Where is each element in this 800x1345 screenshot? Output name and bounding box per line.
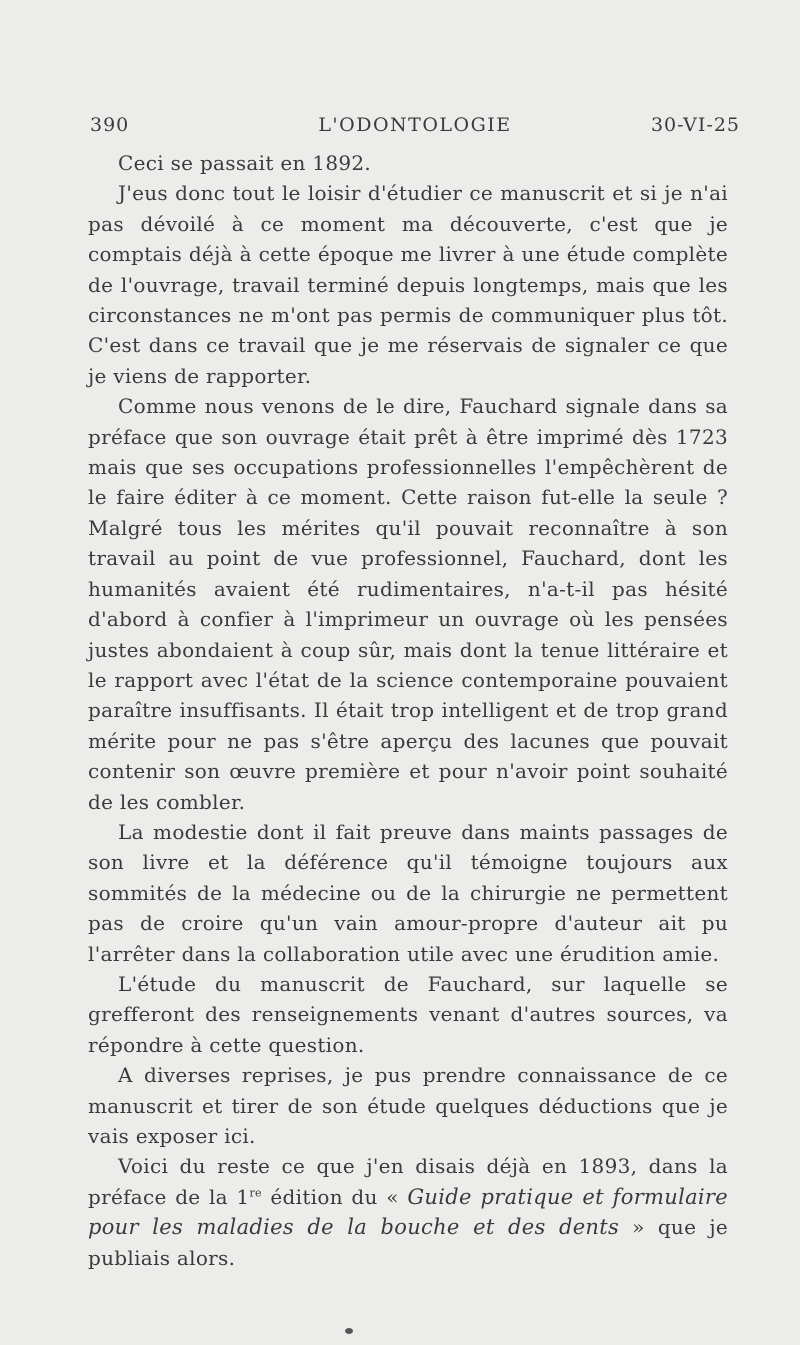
- ink-mark: [345, 1328, 353, 1334]
- paragraph-7: [88, 1151, 728, 1273]
- paragraph-4: La modestie dont il fait preuve dans maints passages de son livre et la déférence qu'il témoigne toujours aux sommités de la médecine ou de la chirurgie ne permettent pas de croire qu'un vain amour-propre d'auteur ait pu l'arrêter dans la collaboration utile avec une érudition amie.: [88, 819, 728, 966]
- journal-title: L'ODONTOLOGIE: [318, 114, 512, 136]
- paragraph-6: A diverses reprises, je pus prendre connaissance de ce manuscrit et tirer de son étude quelques déductions que je vais exposer ici.: [88, 1063, 728, 1148]
- paragraph-7-text-b: édition du «: [261, 1184, 408, 1209]
- page-number: 390: [90, 114, 130, 136]
- paragraph-2: J'eus donc tout le loisir d'étudier ce manuscrit et si je n'ai pas dévoilé à ce moment ma découverte, c'est que je comptais déjà à cette époque me livrer à une étude complète de l'ouvrage, travail terminé depuis longtemps, mais que les circonstances ne m'ont pas permis de communiquer plus tôt. C'est dans ce travail que je me réservais de signaler ce que je viens de rapporter.: [88, 181, 728, 388]
- paragraph-5: L'étude du manuscrit de Fauchard, sur laquelle se grefferont des renseignements venant d'autres sources, va répondre à cette question.: [88, 971, 728, 1057]
- paragraph-7-text-c: » que je publiais alors.: [88, 1215, 728, 1270]
- running-head: [90, 114, 740, 142]
- paragraph-3: Comme nous venons de le dire, Fauchard signale dans sa préface que son ouvrage était prêt à être imprimé dès 1723 mais que ses occupations professionnelles l'empêchèrent de le faire éditer à ce moment. Cette raison fut-elle la seule ? Malgré tous les mérites qu'il pouvait reconnaître à son travail au point de vue professionnel, Fauchard, dont les humanités avaient été rudimentaires, n'a-t-il pas hésité d'abord à confier à l'imprimeur un ouvrage où les pensées justes abondaient à coup sûr, mais dont la tenue littéraire et le rapport avec l'état de la science contemporaine pouvaient paraître insuffisants. Il était trop intelligent et de trop grand mérite pour ne pas s'être aperçu des lacunes que pouvait contenir son œuvre première et pour n'avoir point souhaité de les combler.: [88, 394, 728, 814]
- book-title-italic: Guide pratique et formulaire pour les maladies de la bouche et des dents: [88, 1184, 728, 1240]
- edition-superscript: re: [249, 1186, 262, 1200]
- issue-date: 30-VI-25: [650, 114, 740, 136]
- body-text: [88, 148, 728, 1273]
- paragraph-7-text-a: Voici du reste ce que j'en disais déjà en 1893, dans la préface de la 1: [88, 1154, 728, 1209]
- paragraph-1: Ceci se passait en 1892.: [118, 151, 372, 175]
